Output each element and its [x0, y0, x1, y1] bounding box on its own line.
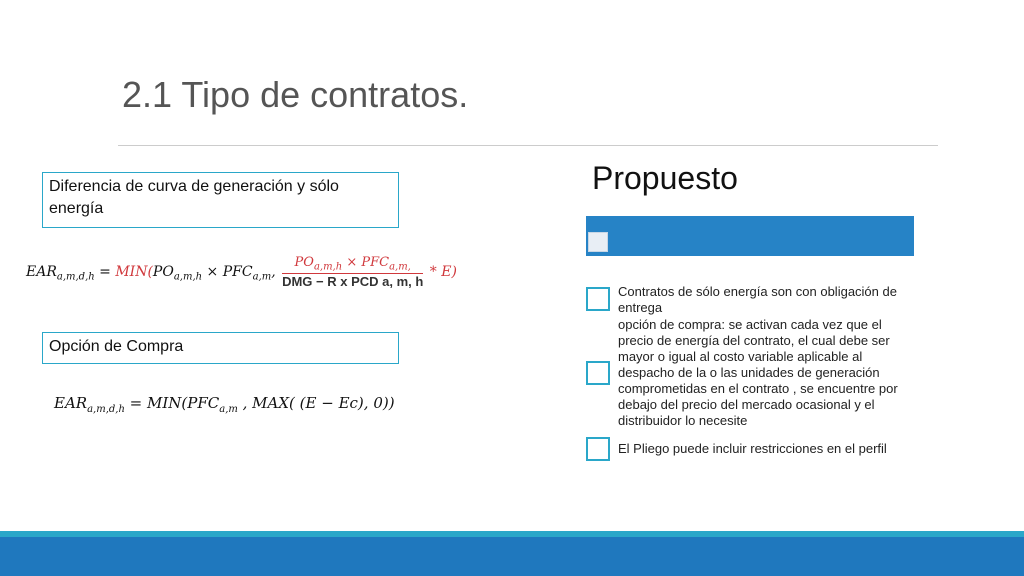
formula2-tail: , MAX( (E − Ec), 0))	[237, 394, 395, 412]
slide-title: 2.1 Tipo de contratos.	[122, 74, 469, 115]
footer-bar	[0, 537, 1024, 576]
formula2-lhs-sub: a,m,d,h	[87, 404, 125, 415]
proposed-title: Propuesto	[592, 160, 738, 196]
formula1-denominator: DMG − R x PCD a, m, h	[282, 273, 424, 289]
formula-ear-generation: $EAR_{a,m,d,h} = MIN(PO_{a,m,h} \times PFC_{a,m}$, $\frac{PO_{a,m,h} \times PFC_{a,m,}}{\text{DMG − R x PCD a, m, h}}$ * E)	[26, 255, 457, 289]
formula1-pfc-sub: a,m	[252, 271, 272, 283]
formula1-num-po-sub: a,m,h	[313, 261, 343, 273]
proposed-header-bar	[586, 216, 914, 256]
formula1-num-pfc: × PFC	[342, 255, 390, 270]
formula1-eq: =	[99, 263, 111, 280]
formula1-num-pfc-sub: a,m,	[389, 261, 411, 273]
formula1-po: PO	[152, 263, 174, 280]
checkbox-icon	[586, 437, 610, 461]
formula1-tail: * E)	[429, 263, 457, 280]
list-item: El Pliego puede incluir restricciones en el perfil	[618, 441, 887, 456]
formula2-mid: = MIN(PFC	[124, 394, 220, 412]
text-box-purchase-option: Opción de Compra	[42, 332, 399, 364]
list-item: opción de compra: se activan cada vez que el precio de energía del contrato, el cual debe ser mayor o igual al costo variable aplicable al despacho de la o las unidades de generación comprometidas en el contrato , se encuentre por debajo del precio del mercado ocasional y el distribuidor lo necesite	[618, 317, 898, 428]
checkbox-icon	[586, 287, 610, 311]
checkbox-icon	[586, 361, 610, 385]
header-checkbox-icon	[588, 232, 608, 252]
formula2-lhs: EAR	[54, 394, 88, 412]
list-item: Contratos de sólo energía son con obligación de entrega	[618, 284, 897, 315]
formula2-mid-sub: a,m	[219, 404, 238, 415]
formula1-lhs: EAR	[26, 263, 57, 280]
formula1-num-po: PO	[294, 255, 314, 270]
formula1-min: MIN(	[115, 263, 153, 280]
formula1-pfc: × PFC	[202, 263, 253, 280]
formula1-po-sub: a,m,h	[173, 271, 203, 283]
formula1-fraction	[282, 255, 423, 289]
text-box-generation-curve: Diferencia de curva de generación y sólo energía	[42, 172, 399, 228]
title-divider	[118, 145, 938, 146]
formula1-lhs-sub: a,m,d,h	[56, 271, 95, 283]
formula1-numerator	[282, 255, 423, 274]
formula-ear-purchase	[54, 394, 395, 415]
